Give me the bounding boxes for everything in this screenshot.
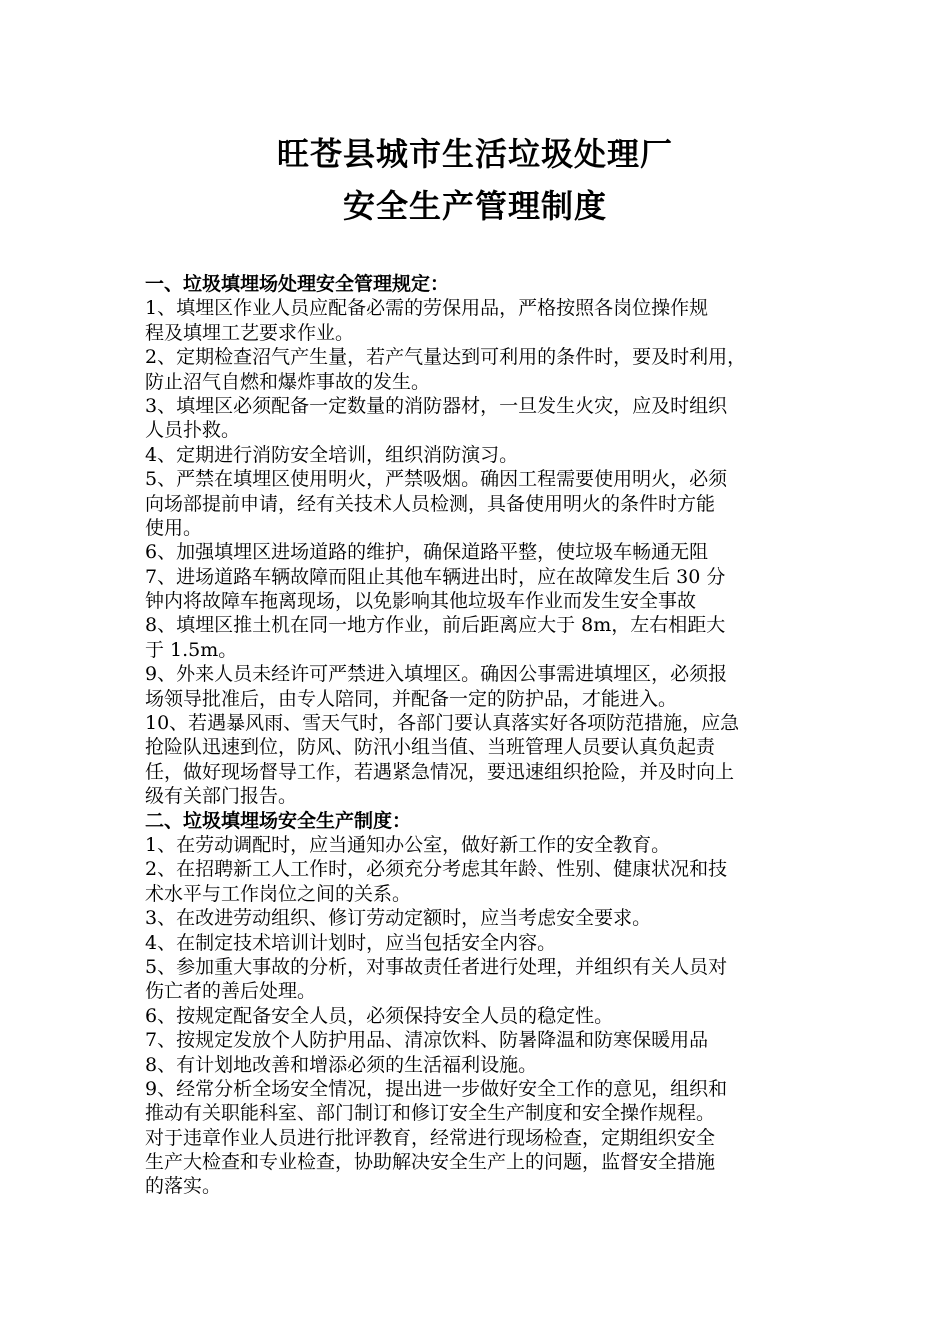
text-line: 7、进场道路车辆故障而阻止其他车辆进出时，应在故障发生后 30 分 [145,565,726,588]
text-line: 级有关部门报告。 [145,785,298,808]
text-line: 6、按规定配备安全人员，必须保持安全人员的稳定性。 [145,1004,614,1027]
document-title [0,128,950,232]
text-line: 3、填埋区必须配备一定数量的消防器材，一旦发生火灾，应及时组织 [145,394,728,417]
text-line: 人员扑救。 [145,419,241,442]
text-line: 伤亡者的善后处理。 [145,980,317,1003]
document-body [145,272,825,1199]
text-line: 程及填埋工艺要求作业。 [145,321,355,344]
text-line: 3、在改进劳动组织、修订劳动定额时，应当考虑安全要求。 [145,907,652,930]
text-line: 10、若遇暴风雨、雪天气时，各部门要认真落实好各项防范措施，应急 [145,712,740,735]
text-line: 推动有关职能科室、部门制订和修订安全生产制度和安全操作规程。 [145,1102,716,1125]
text-line: 2、在招聘新工人工作时，必须充分考虑其年龄、性别、健康状况和技 [145,858,728,881]
text-line: 防止沼气自燃和爆炸事故的发生。 [145,370,431,393]
text-line: 1、填埋区作业人员应配备必需的劳保用品，严格按照各岗位操作规 [145,297,709,320]
title-line-2: 安全生产管理制度 [342,187,607,225]
text-line: 5、参加重大事故的分析，对事故责任者进行处理，并组织有关人员对 [145,955,728,978]
text-line: 4、定期进行消防安全培训，组织消防演习。 [145,443,519,466]
text-line: 5、严禁在填埋区使用明火，严禁吸烟。确因工程需要使用明火，必须 [145,468,728,491]
text-line: 4、在制定技术培训计划时，应当包括安全内容。 [145,931,557,954]
text-line: 场领导批准后，由专人陪同，并配备一定的防护品，才能进入。 [145,687,678,710]
text-line: 7、按规定发放个人防护用品、清凉饮料、防暑降温和防寒保暖用品 [145,1029,709,1052]
text-line: 8、有计划地改善和增添必须的生活福利设施。 [145,1053,538,1076]
text-line: 向场部提前申请，经有关技术人员检测，具备使用明火的条件时方能 [145,492,716,515]
text-line: 9、经常分析全场安全情况，提出进一步做好安全工作的意见，组织和 [145,1077,728,1100]
text-line: 9、外来人员未经许可严禁进入填埋区。确因公事需进填埋区，必须报 [145,663,728,686]
text-line: 2、定期检查沼气产生量，若产气量达到可利用的条件时，要及时利用， [145,346,747,369]
text-line: 使用。 [145,516,203,539]
text-line: 对于违章作业人员进行批评教育，经常进行现场检查，定期组织安全 [145,1126,716,1149]
text-line: 术水平与工作岗位之间的关系。 [145,882,412,905]
text-line: 抢险队迅速到位，防风、防汛小组当值、当班管理人员要认真负起责 [145,736,716,759]
text-line: 1、在劳动调配时，应当通知办公室，做好新工作的安全教育。 [145,833,671,856]
text-line: 钟内将故障车拖离现场，以免影响其他垃圾车作业而发生安全事故 [145,590,697,613]
title-line-1: 旺苍县城市生活垃圾处理厂 [276,135,673,173]
text-line: 任，做好现场督导工作，若遇紧急情况，要迅速组织抢险，并及时向上 [145,760,735,783]
text-line: 6、加强填埋区进场道路的维护，确保道路平整，使垃圾车畅通无阻 [145,541,709,564]
section-heading: 二、垃圾填埋场安全生产制度： [145,809,412,832]
text-line: 于 1.5m。 [145,638,238,661]
text-line: 的落实。 [145,1175,222,1198]
text-line: 8、填埋区推土机在同一地方作业，前后距离应大于 8m，左右相距大 [145,614,726,637]
text-line: 生产大检查和专业检查，协助解决安全生产上的问题，监督安全措施 [145,1151,716,1174]
section-heading: 一、垃圾填埋场处理安全管理规定： [145,273,450,295]
